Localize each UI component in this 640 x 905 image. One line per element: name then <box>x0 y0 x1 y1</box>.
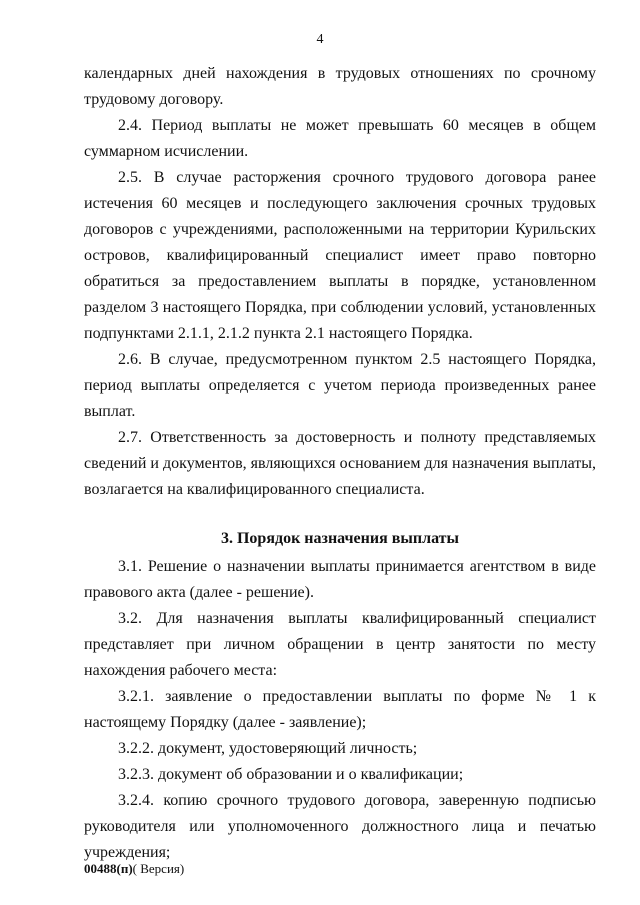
page-number: 4 <box>316 32 324 47</box>
document-body <box>84 61 596 866</box>
paragraph-3-2-3: 3.2.3. документ об образовании и о квалификации; <box>118 766 464 783</box>
paragraph-2-5: 2.5. В случае расторжения срочного трудового договора ранее истечения 60 месяцев и последующего заключения срочных трудовых договоров с учреждениями, расположенными на территории Курильских островов, квалифицированный специалист имеет право повторно обратиться за предоставлением выплаты в порядке, установленном разделом 3 настоящего Порядка, при соблюдении условий, установленных подпунктами 2.1.1, 2.1.2 пункта 2.1 настоящего Порядка. <box>84 169 596 342</box>
paragraph-3-2-4: 3.2.4. копию срочного трудового договора, заверенную подписью руководителя или уполномоченного должностного лица и печатью учреждения; <box>84 792 596 861</box>
section-2-tail <box>84 61 596 503</box>
paragraph-2-7: 2.7. Ответственность за достоверность и полноту представляемых сведений и документов, являющихся основанием для назначения выплаты, возлагается на квалифицированного специалиста. <box>84 429 596 498</box>
paragraph-cont: календарных дней нахождения в трудовых отношениях по срочному трудовому договору. <box>84 65 596 108</box>
document-version: ( Версия) <box>132 861 185 876</box>
paragraph-3-2-2: 3.2.2. документ, удостоверяющий личность; <box>118 740 418 757</box>
document-code: 00488(п) <box>84 861 133 876</box>
paragraph-2-6: 2.6. В случае, предусмотренном пунктом 2.5 настоящего Порядка, период выплаты определяется с учетом периода произведенных ранее выплат. <box>84 351 596 420</box>
paragraph-3-2: 3.2. Для назначения выплаты квалифицированный специалист представляет при личном обращении в центр занятости по месту нахождения рабочего места: <box>84 610 596 679</box>
section-heading: 3. Порядок назначения выплаты <box>220 530 460 547</box>
paragraph-2-4: 2.4. Период выплаты не может превышать 60 месяцев в общем суммарном исчислении. <box>84 117 596 160</box>
paragraph-3-1: 3.1. Решение о назначении выплаты принимается агентством в виде правового акта (далее - решение). <box>84 558 596 601</box>
section-3-body <box>84 554 596 866</box>
document-footer <box>84 861 184 877</box>
paragraph-3-2-1: 3.2.1. заявление о предоставлении выплаты по форме № 1 к настоящему Порядку (далее - заявление); <box>84 688 596 731</box>
